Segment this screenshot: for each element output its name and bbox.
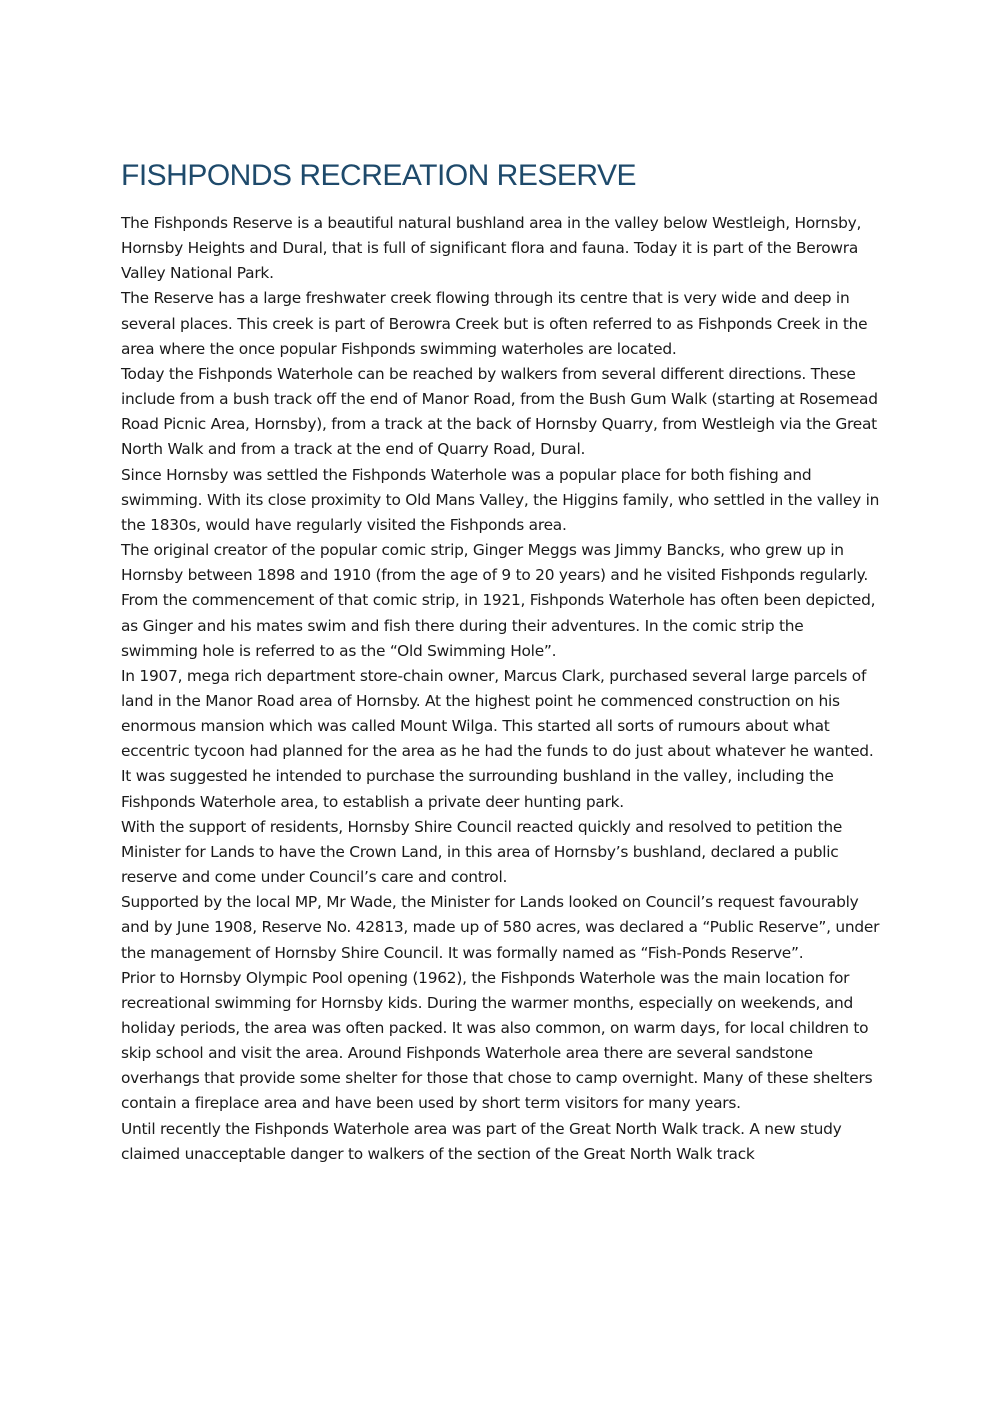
paragraph-creek: The Reserve has a large freshwater creek flowing through its centre that is very wide and deep in several places. This creek is part of Berowra Creek but is often referred to as Fishponds Creek in the area where the once popular Fishponds swimming waterholes are located. [121, 289, 868, 358]
paragraph-swimming: Prior to Hornsby Olympic Pool opening (1962), the Fishponds Waterhole was the main location for recreational swimming for Hornsby kids. During the warmer months, especially on weekends, and holiday periods, the area was often packed. It was also common, on warm days, for local children to skip school and visit the area. Around Fishponds Waterhole area there are several sandstone overhangs that provide some shelter for those that chose to camp overnight. Many of these shelters contain a fireplace area and have been used by short term visitors for many years. [121, 968, 873, 1113]
paragraph-ginger-meggs: The original creator of the popular comic strip, Ginger Meggs was Jimmy Bancks, who grew up in Hornsby between 1898 and 1910 (from the age of 9 to 20 years) and he visited Fishponds regularly. From the commencement of that comic strip, in 1921, Fishponds Waterhole has often been depicted, as Ginger and his mates swim and fish there during their adventures. In the comic strip the swimming hole is referred to as the “Old Swimming Hole”. [121, 541, 876, 660]
paragraph-council-petition: With the support of residents, Hornsby Shire Council reacted quickly and resolved to petition the Minister for Lands to have the Crown Land, in this area of Hornsby’s bushland, declared a public reserve and come under Council’s care and control. [121, 817, 843, 887]
paragraph-access: Today the Fishponds Waterhole can be reached by walkers from several different directions. These include from a bush track off the end of Manor Road, from the Bush Gum Walk (starting at Rosemead Road Picnic Area, Hornsby), from a track at the back of Hornsby Quarry, from Westleigh via the Great North Walk and from a track at the end of Quarry Road, Dural. [121, 364, 878, 459]
paragraph-public-reserve: Supported by the local MP, Mr Wade, the Minister for Lands looked on Council’s request favourably and by June 1908, Reserve No. 42813, made up of 580 acres, was declared a “Public Reserve”, under the management of Hornsby Shire Council. It was formally named as “Fish-Ponds Reserve”. [121, 893, 880, 962]
paragraph-great-north-walk: Until recently the Fishponds Waterhole area was part of the Great North Walk track. A new study claimed unacceptable danger to walkers of the section of the Great North Walk track [121, 1119, 842, 1163]
document-page [121, 158, 881, 1167]
paragraph-marcus-clark: In 1907, mega rich department store-chain owner, Marcus Clark, purchased several large parcels of land in the Manor Road area of Hornsby. At the highest point he commenced construction on his enormous mansion which was called Mount Wilga. This started all sorts of rumours about what eccentric tycoon had planned for the area as he had the funds to do just about whatever he wanted. It was suggested he intended to purchase the surrounding bushland in the valley, including the Fishponds Waterhole area, to establish a private deer hunting park. [121, 666, 874, 811]
paragraph-reserve-intro: The Fishponds Reserve is a beautiful natural bushland area in the valley below Westleigh, Hornsby, Hornsby Heights and Dural, that is full of significant flora and fauna. Today it is part of the Berowra Valley National Park. [121, 214, 862, 283]
paragraph-history: Since Hornsby was settled the Fishponds Waterhole was a popular place for both fishing and swimming. With its close proximity to Old Mans Valley, the Higgins family, who settled in the valley in the 1830s, would have regularly visited the Fishponds area. [121, 465, 880, 534]
page-title: FISHPONDS RECREATION RESERVE [121, 159, 636, 192]
